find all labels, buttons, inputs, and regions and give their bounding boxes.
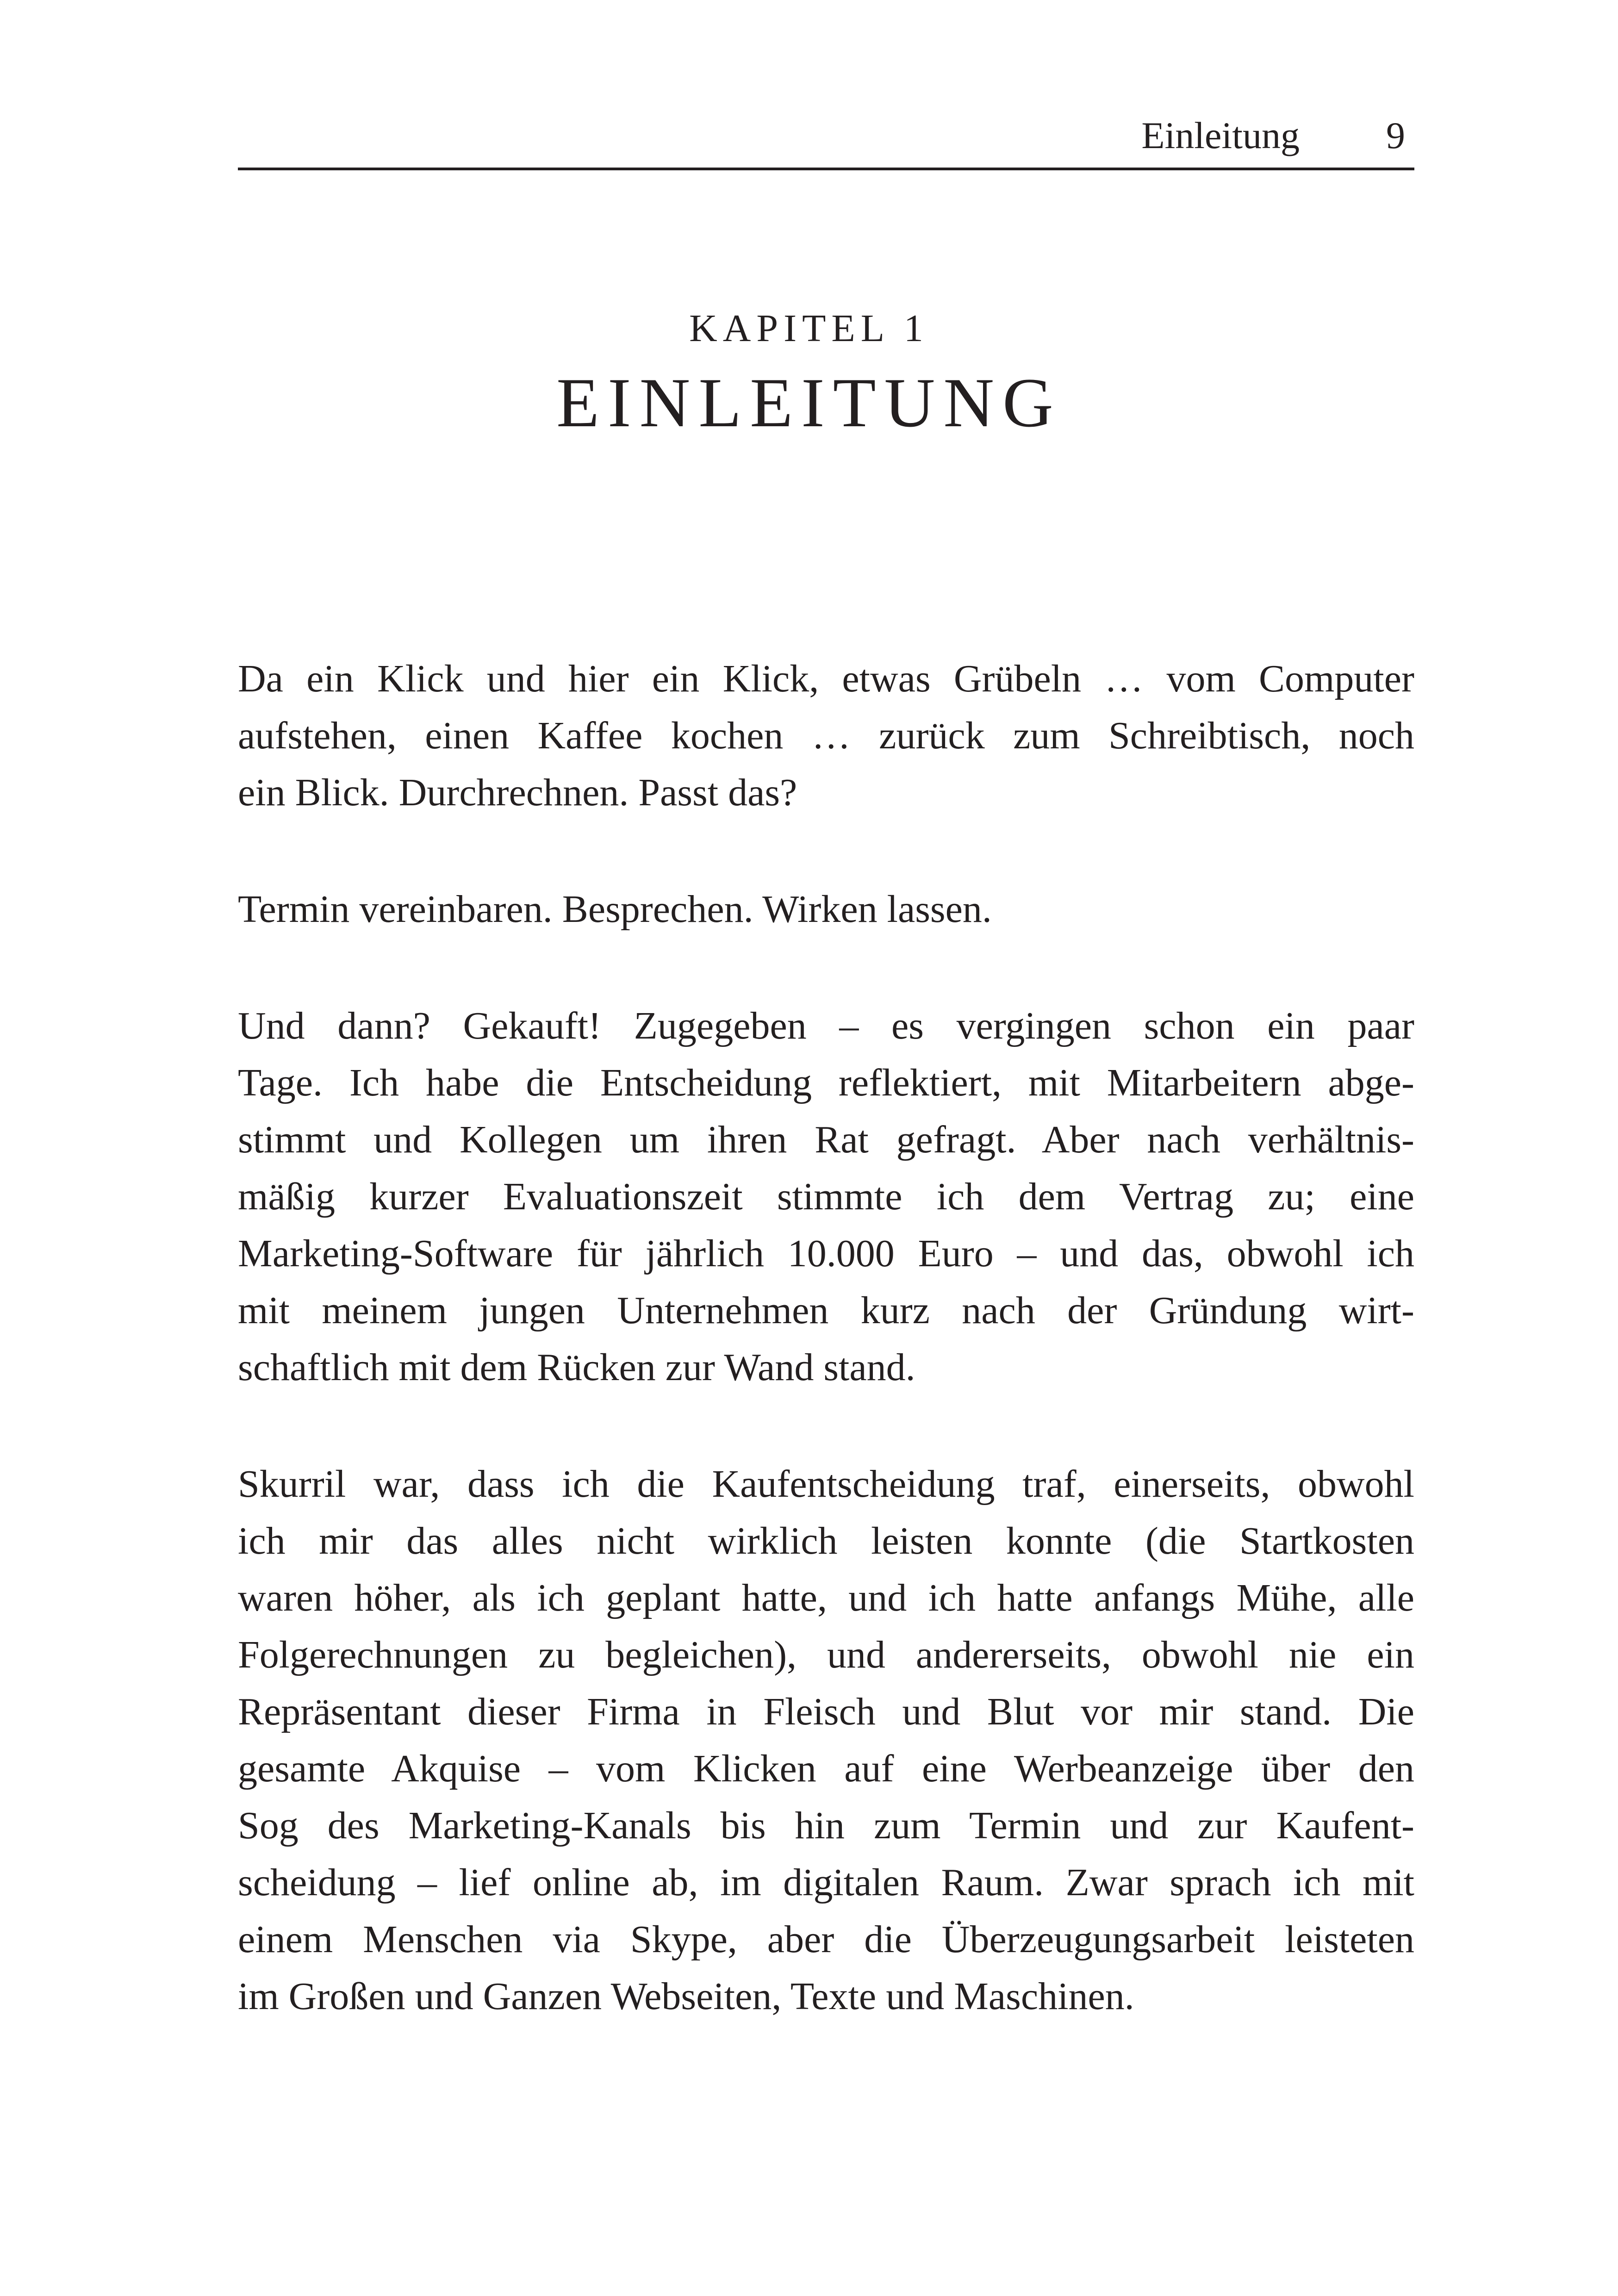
text-line: Folgerechnungen zu begleichen), und andererseits, obwohl nie ein — [238, 1633, 1414, 1676]
chapter-title: EINLEITUNG — [556, 364, 1062, 442]
paragraph — [238, 1456, 1414, 2025]
text-line: Tage. Ich habe die Entscheidung reflektiert, mit Mitarbeitern abge- — [238, 1061, 1414, 1104]
paragraph — [238, 650, 1414, 821]
text-line: stimmt und Kollegen um ihren Rat gefragt. Aber nach verhältnis- — [238, 1118, 1414, 1161]
text-line: ein Blick. Durchrechnen. Passt das? — [238, 771, 797, 814]
text-line: Da ein Klick und hier ein Klick, etwas Grübeln … vom Computer — [238, 657, 1414, 700]
text-line: Skurril war, dass ich die Kaufentscheidung traf, einerseits, obwohl — [238, 1462, 1414, 1506]
text-line: Und dann? Gekauft! Zugegeben – es vergingen schon ein paar — [238, 1004, 1414, 1047]
text-line: Repräsentant dieser Firma in Fleisch und Blut vor mir stand. Die — [238, 1690, 1414, 1733]
running-header — [238, 106, 1414, 170]
text-line: einem Menschen via Skype, aber die Überzeugungsarbeit leisteten — [238, 1918, 1414, 1961]
paragraph — [238, 881, 1414, 938]
text-line: scheidung – lief online ab, im digitalen Raum. Zwar sprach ich mit — [238, 1861, 1414, 1904]
text-line: im Großen und Ganzen Webseiten, Texte und Maschinen. — [238, 1975, 1134, 2018]
text-line: gesamte Akquise – vom Klicken auf eine Werbeanzeige über den — [238, 1747, 1414, 1790]
text-line: Marketing-Software für jährlich 10.000 Euro – und das, obwohl ich — [238, 1232, 1414, 1275]
body-text — [238, 650, 1414, 2084]
text-line: ich mir das alles nicht wirklich leisten konnte (die Startkosten — [238, 1519, 1414, 1562]
text-line: Sog des Marketing-Kanals bis hin zum Termin und zur Kaufent- — [238, 1804, 1414, 1847]
text-line: mit meinem jungen Unternehmen kurz nach der Gründung wirt- — [238, 1289, 1414, 1332]
page-number: 9 — [1386, 114, 1405, 156]
text-line: Termin vereinbaren. Besprechen. Wirken lassen. — [238, 888, 992, 931]
text-line: waren höher, als ich geplant hatte, und ich hatte anfangs Mühe, alle — [238, 1576, 1414, 1619]
text-line: mäßig kurzer Evaluationszeit stimmte ich dem Vertrag zu; eine — [238, 1175, 1414, 1218]
text-line: schaftlich mit dem Rücken zur Wand stand. — [238, 1346, 915, 1389]
chapter-label: KAPITEL 1 — [689, 307, 929, 350]
paragraph — [238, 997, 1414, 1396]
running-header-title: Einleitung — [1141, 114, 1300, 156]
text-line: aufstehen, einen Kaffee kochen … zurück zum Schreibtisch, noch — [238, 714, 1414, 757]
